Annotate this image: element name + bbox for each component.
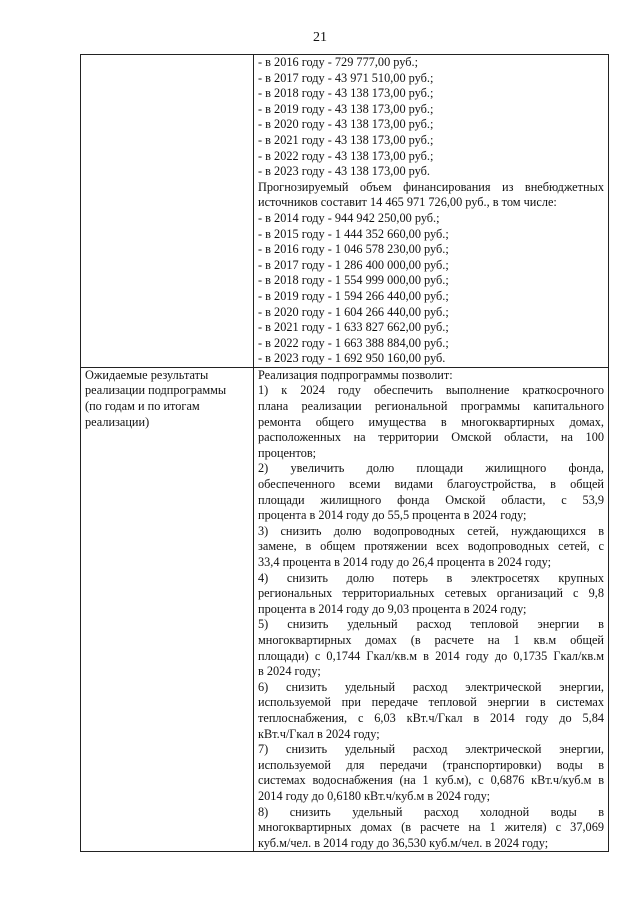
result-line-18: многоквартирных домах (в расчете на 1 кв.м общей [258, 632, 604, 647]
regional-financing-line-3: - в 2018 году - 43 138 173,00 руб.; [258, 86, 434, 101]
result-line-26: используемой для передачи (транспортировки) воды в [258, 757, 604, 772]
extrabudget-intro-line-2: источников составит 14 465 971 726,00 руб., в том числе: [258, 195, 557, 210]
extrabudget-financing-line-6: - в 2019 году - 1 594 266 440,00 руб.; [258, 288, 449, 303]
result-line-7: 2) увеличить долю площади жилищного фонда, [258, 461, 604, 476]
results-label-line-4: реализации) [85, 414, 150, 429]
extrabudget-financing-list [258, 211, 604, 367]
regional-financing-list [258, 55, 604, 180]
results-label-line-1: Ожидаемые результаты [85, 367, 209, 382]
result-line-10: процента в 2014 году до 55,5 процента в 2024 году; [258, 508, 527, 523]
extrabudget-financing-line-8: - в 2021 году - 1 633 827 662,00 руб.; [258, 320, 449, 335]
result-line-23: теплоснабжения, с 6,03 кВт.ч/Гкал в 2014 году до 5,84 [258, 710, 604, 725]
extrabudget-financing-line-5: - в 2018 году - 1 554 999 000,00 руб.; [258, 273, 449, 288]
result-line-25: 7) снизить удельный расход электрической энергии, [258, 742, 604, 757]
result-line-27: системах водоснабжения (на 1 куб.м), с 0,6876 кВт.ч/куб.м в [258, 773, 604, 788]
table-row-financing [81, 55, 609, 368]
results-label-line-2: реализации подпрограммы [85, 383, 227, 398]
result-line-8: обеспеченного всеми видами благоустройства, в общей [258, 477, 604, 492]
result-line-29: 8) снизить удельный расход холодной воды в [258, 804, 604, 819]
financing-value-cell [254, 55, 609, 368]
result-line-17: 5) снизить удельный расход тепловой энергии в [258, 617, 604, 632]
result-line-21: 6) снизить удельный расход электрической энергии, [258, 679, 604, 694]
extrabudget-intro-line-1: Прогнозируемый объем финансирования из внебюджетных [258, 179, 604, 194]
result-line-22: используемой при передаче тепловой энергии в системах [258, 695, 604, 710]
result-line-28: 2014 году до 0,6180 кВт.ч/куб.м в 2024 году; [258, 788, 491, 803]
result-line-5: расположенных на территории Омской области, на 100 [258, 430, 604, 445]
regional-financing-line-8: - в 2023 году - 43 138 173,00 руб. [258, 164, 430, 179]
result-line-4: ремонта общего имущества в многоквартирных домах, [258, 414, 604, 429]
regional-financing-line-6: - в 2021 году - 43 138 173,00 руб.; [258, 132, 434, 147]
regional-financing-line-4: - в 2019 году - 43 138 173,00 руб.; [258, 101, 434, 116]
regional-financing-line-1: - в 2016 году - 729 777,00 руб.; [258, 55, 419, 69]
results-text [258, 368, 604, 851]
result-line-11: 3) снизить долю водопроводных сетей, нуждающихся в [258, 523, 604, 538]
result-line-19: площади) с 0,1744 Гкал/кв.м в 2014 году до 0,1735 Гкал/кв.м [258, 648, 604, 663]
result-line-31: куб.м/чел. в 2014 году до 36,530 куб.м/чел. в 2024 году; [258, 835, 549, 850]
extrabudget-financing-line-9: - в 2022 году - 1 663 388 884,00 руб.; [258, 335, 449, 350]
financing-label-cell [81, 55, 254, 368]
results-label [85, 368, 249, 430]
table-row-results [81, 367, 609, 851]
result-line-1: Реализация подпрограммы позволит: [258, 367, 453, 382]
regional-financing-line-7: - в 2022 году - 43 138 173,00 руб.; [258, 148, 434, 163]
result-line-20: в 2024 году; [258, 664, 321, 679]
extrabudget-financing-line-4: - в 2017 году - 1 286 400 000,00 руб.; [258, 257, 449, 272]
result-line-16: процента в 2014 году до 9,03 процента в 2024 году; [258, 601, 527, 616]
page-number: 21 [313, 30, 327, 45]
regional-financing-line-5: - в 2020 году - 43 138 173,00 руб.; [258, 117, 434, 132]
results-value-cell [254, 367, 609, 851]
program-passport-table [80, 54, 609, 852]
result-line-9: площади жилищного фонда Омской области, с 53,9 [258, 492, 604, 507]
result-line-6: процентов; [258, 445, 317, 460]
result-line-14: 4) снизить долю потерь в электросетях крупных [258, 570, 604, 585]
result-line-13: 33,4 процента в 2014 году до 26,4 процента в 2024 году; [258, 555, 552, 569]
result-line-12: замене, в общем протяжении всех водопроводных сетей, с [258, 539, 604, 554]
result-line-30: многоквартирных домах (в расчете на 1 жителя) с 37,069 [258, 820, 604, 835]
results-label-cell [81, 367, 254, 851]
extrabudget-financing-line-2: - в 2015 году - 1 444 352 660,00 руб.; [258, 226, 449, 241]
regional-financing-line-2: - в 2017 году - 43 971 510,00 руб.; [258, 70, 434, 85]
result-line-2: 1) к 2024 году обеспечить выполнение краткосрочного [258, 383, 604, 398]
extrabudget-financing-line-7: - в 2020 году - 1 604 266 440,00 руб.; [258, 304, 449, 319]
extrabudget-financing-line-1: - в 2014 году - 944 942 250,00 руб.; [258, 210, 440, 225]
extrabudget-financing-line-3: - в 2016 году - 1 046 578 230,00 руб.; [258, 242, 449, 257]
result-line-24: кВт.ч/Гкал в 2024 году; [258, 726, 380, 741]
extrabudget-financing-line-10: - в 2023 году - 1 692 950 160,00 руб. [258, 351, 446, 366]
result-line-3: плана реализации региональной программы капитального [258, 399, 604, 414]
result-line-15: региональных территориальных сетевых организаций с 9,8 [258, 586, 604, 601]
results-label-line-3: (по годам и по итогам [85, 399, 200, 414]
